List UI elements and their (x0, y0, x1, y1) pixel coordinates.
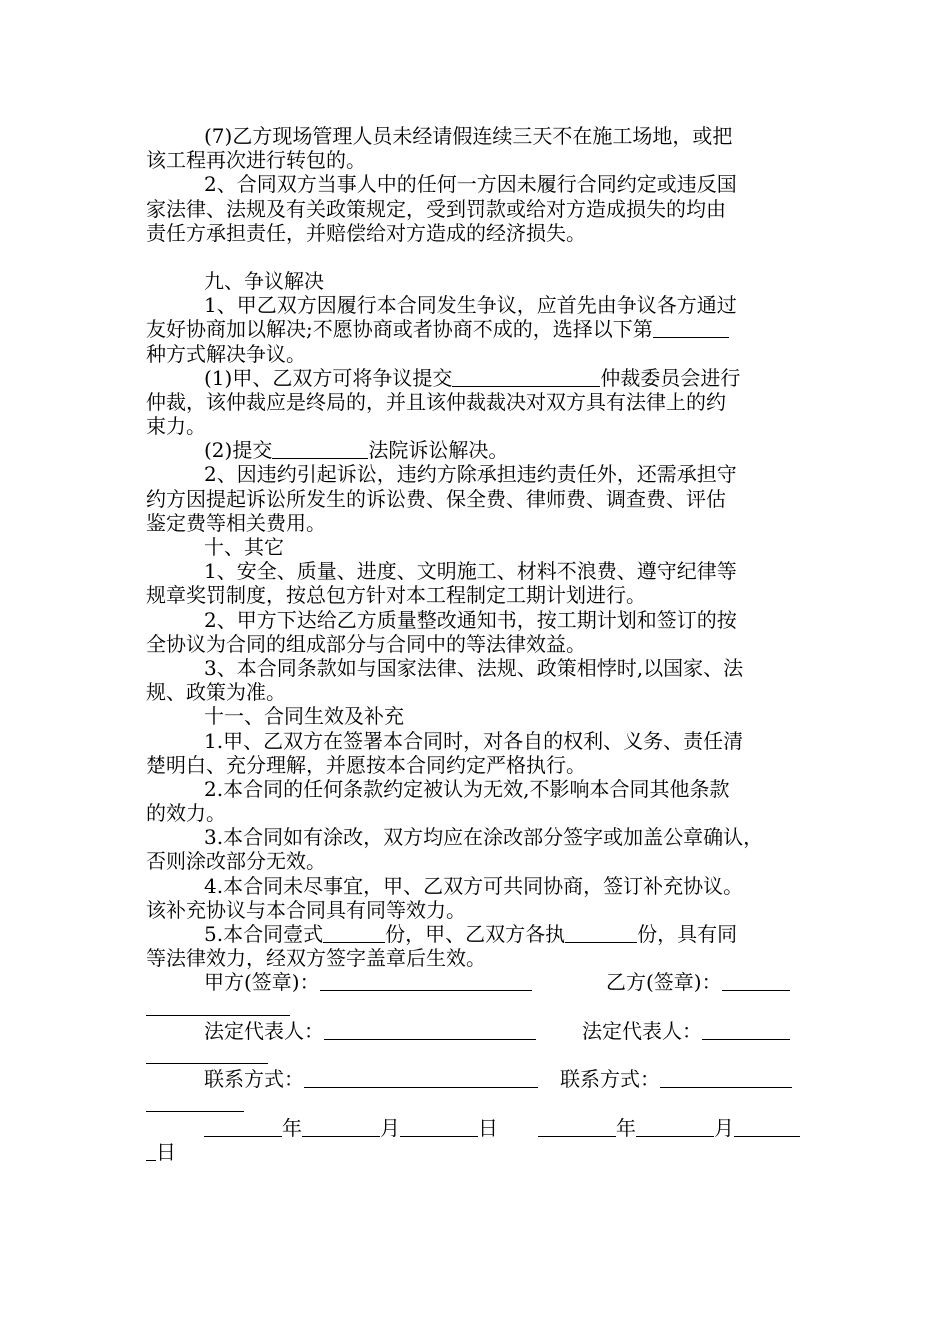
litigation-line (146, 438, 806, 462)
dispute-line2 (146, 317, 806, 341)
effect-4-line2: 该补充协议与本合同具有同等效力。 (146, 897, 466, 922)
rep-b-group (582, 1019, 790, 1043)
date-b-day-label: 日 (156, 1139, 176, 1164)
arbitration-text-b: 仲裁委员会进行 (600, 365, 741, 390)
copies-text-b: 份，甲、乙双方各执 (385, 922, 566, 946)
penalty-line2: 家法律、法规及有关政策规定，受到罚款或给对方造成损失的均由 (146, 196, 726, 221)
date-b-day-field[interactable] (734, 1116, 800, 1137)
penalty-line3: 责任方承担责任，并赔偿给对方造成的经济损失。 (146, 220, 586, 245)
signature-rep-wrap (146, 1043, 806, 1067)
dispute-line2-text: 友好协商加以解决;不愿协商或者协商不成的，选择以下第 (146, 317, 653, 342)
other-3-line1: 3、本合同条款如与国家法律、法规、政策相悖时,以国家、法 (204, 655, 744, 680)
party-b-label: 乙方(签章)： (606, 970, 722, 995)
other-1-line1: 1、安全、质量、进度、文明施工、材料不浪费、遵守纪律等 (204, 559, 737, 584)
effect-2-line2: 的效力。 (146, 801, 226, 826)
blank-total-copies[interactable] (323, 922, 385, 943)
litigation-cost-line2: 约方因提起诉讼所发生的诉讼费、保全费、律师费、调查费、评估 (146, 486, 726, 511)
signature-rep-line (146, 1019, 806, 1043)
penalty-line1: 2、合同双方当事人中的任何一方因未履行合同约定或违反国 (204, 172, 737, 197)
blank-each-copies[interactable] (565, 922, 637, 943)
rep-b-field[interactable] (702, 1019, 790, 1040)
effect-1-line2: 楚明白、充分理解，并愿按本合同约定严格执行。 (146, 752, 586, 777)
effect-2-line1: 2.本合同的任何条款约定被认为无效,不影响本合同其他条款 (204, 776, 730, 801)
other-2-line2: 全协议为合同的组成部分与合同中的等法律效益。 (146, 631, 586, 656)
blank-arbitration-committee[interactable] (452, 366, 600, 387)
contact-a-label: 联系方式： (204, 1067, 304, 1092)
other-1-line2: 规章奖罚制度，按总包方针对本工程制定工期计划进行。 (146, 583, 646, 608)
party-b-seal-field-continued[interactable] (146, 995, 290, 1016)
date-b-day-field-continued[interactable] (146, 1140, 156, 1161)
dispute-line1: 1、甲乙双方因履行本合同发生争议，应首先由争议各方通过 (204, 293, 737, 318)
litigation-text-b: 法院诉讼解决。 (368, 438, 509, 463)
section-11-heading: 十一、合同生效及补充 (204, 704, 404, 729)
party-a-seal-field[interactable] (320, 970, 532, 991)
effect-3-line1: 3.本合同如有涂改，双方均应在涂改部分签字或加盖公章确认， (204, 825, 764, 850)
signature-date-line (146, 1116, 806, 1140)
arbitration-line2: 仲裁，该仲裁应是终局的，并且该仲裁裁决对双方具有法律上的约 (146, 389, 726, 414)
date-b-year-label: 年 (616, 1115, 636, 1140)
contact-b-field[interactable] (660, 1067, 792, 1088)
effect-3-line2: 否则涂改部分无效。 (146, 849, 326, 874)
date-b-month-field[interactable] (636, 1116, 714, 1137)
arbitration-line3: 束力。 (146, 414, 206, 439)
contact-b-field-continued[interactable] (146, 1091, 244, 1112)
section-9-heading: 九、争议解决 (204, 268, 324, 293)
date-a-year-field[interactable] (204, 1116, 282, 1137)
contact-b-group (560, 1067, 792, 1091)
rep-a-label: 法定代表人： (204, 1018, 324, 1043)
date-b-group (538, 1116, 800, 1140)
section-10-heading: 十、其它 (204, 535, 284, 559)
date-a-year-label: 年 (282, 1115, 302, 1140)
dispute-line3: 种方式解决争议。 (146, 341, 306, 366)
litigation-text-a: (2)提交 (204, 438, 273, 463)
effect-5-line2: 等法律效力，经双方签字盖章后生效。 (146, 946, 486, 971)
other-3-line2: 规、政策为准。 (146, 680, 286, 705)
rep-a-field[interactable] (324, 1019, 536, 1040)
clause-7-line2: 该工程再次进行转包的。 (146, 148, 366, 173)
other-2-line1: 2、甲方下达给乙方质量整改通知书，按工期计划和签订的按 (204, 607, 737, 632)
copies-text-c: 份，具有同 (637, 922, 738, 946)
contract-document (146, 124, 806, 1164)
date-b-month-label: 月 (714, 1115, 734, 1140)
rep-b-label: 法定代表人： (582, 1018, 702, 1043)
effect-1-line1: 1.甲、乙双方在签署本合同时，对各自的权利、义务、责任清 (204, 728, 744, 753)
signature-party-wrap (146, 995, 806, 1019)
arbitration-line1 (146, 366, 806, 390)
spacer (146, 245, 806, 269)
blank-option-number[interactable] (653, 317, 729, 338)
date-a-month-label: 月 (380, 1115, 400, 1140)
date-a-day-field[interactable] (400, 1116, 478, 1137)
blank-court[interactable] (272, 438, 368, 459)
signature-contact-line (146, 1067, 806, 1091)
litigation-cost-line3: 鉴定费等相关费用。 (146, 510, 326, 535)
signature-date-wrap (146, 1140, 806, 1164)
date-a-month-field[interactable] (302, 1116, 380, 1137)
rep-b-field-continued[interactable] (146, 1043, 268, 1064)
date-b-year-field[interactable] (538, 1116, 616, 1137)
clause-7-line1: (7)乙方现场管理人员未经请假连续三天不在施工场地，或把 (204, 124, 733, 148)
copies-text-a: 5.本合同壹式 (204, 922, 324, 946)
date-a-day-label: 日 (478, 1115, 498, 1140)
party-a-label: 甲方(签章)： (204, 970, 320, 995)
party-b-seal-field[interactable] (722, 970, 790, 991)
litigation-cost-line1: 2、因违约引起诉讼，违约方除承担违约责任外，还需承担守 (204, 462, 737, 487)
effect-4-line1: 4.本合同未尽事宜，甲、乙双方可共同协商，签订补充协议。 (204, 873, 744, 898)
party-b-group (606, 970, 790, 994)
contact-b-label: 联系方式： (560, 1067, 660, 1092)
arbitration-text-a: (1)甲、乙双方可将争议提交 (204, 365, 453, 390)
contact-a-field[interactable] (304, 1067, 538, 1088)
signature-contact-wrap (146, 1091, 806, 1115)
signature-party-line (146, 970, 806, 994)
effect-5-line1 (146, 922, 806, 946)
